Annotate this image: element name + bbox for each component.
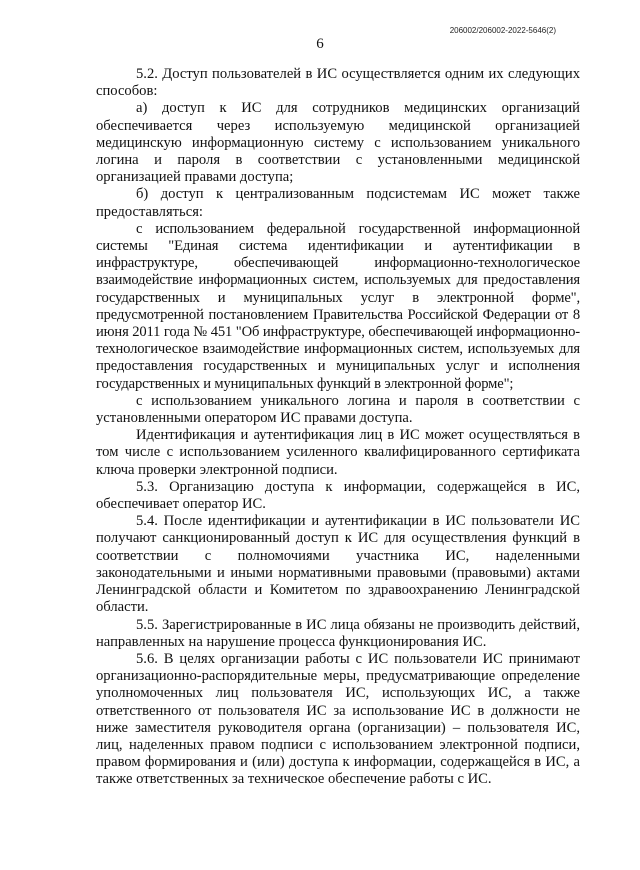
paragraph-5-3: 5.3. Организацию доступа к информации, содержащейся в ИС, обеспечивает оператор ИС. bbox=[96, 478, 580, 513]
page-number: 6 bbox=[316, 36, 324, 52]
paragraph-5-2-b: б) доступ к централизованным подсистемам ИС может также предоставляться: bbox=[96, 186, 580, 220]
paragraph-5-5: 5.5. Зарегистрированные в ИС лица обязаны не производить действий, направленных на нарушение процесса функционирования ИС. bbox=[96, 616, 580, 650]
paragraph-5-6: 5.6. В целях организации работы с ИС пользователи ИС принимают организационно-распорядительные меры, предусматривающие определение уполномоченных лиц пользователя ИС, использующих ИС, а также ответственного от пользователя ИС за использование ИС в должности не ниже заместителя руководителя органа (организации) – пользователя ИС, лиц, наделенных правом подписи с использованием электронной подписи, правом формирования и (или) доступа к информации, содержащейся в ИС, а также ответственных за техническое обеспечение работы с ИС. bbox=[96, 650, 580, 788]
paragraph-identification: Идентификация и аутентификация лиц в ИС может осуществляться в том числе с использованием усиленного квалифицированного сертификата ключа проверки электронной подписи. bbox=[96, 427, 580, 478]
paragraph-esia: с использованием федеральной государственной информационной системы "Единая система идентификации и аутентификации в инфраструктуре, обеспечивающей информационно-технологическое взаимодействие информационных систем, используемых для предоставления государственных и муниципальных услуг в электронной форме", предусмотренной постановлением Правительства Российской Федерации от 8 июня 2011 года № 451 "Об инфраструктуре, обеспечивающей информационно-технологическое взаимодействие информационных систем, используемых для предоставления государственных и муниципальных услуг и исполнения государственных и муниципальных функций в электронной форме"; bbox=[96, 220, 580, 392]
paragraph-5-2: 5.2. Доступ пользователей в ИС осуществляется одним их следующих способов: bbox=[96, 66, 580, 100]
document-body bbox=[96, 66, 580, 789]
paragraph-5-4: 5.4. После идентификации и аутентификации в ИС пользователи ИС получают санкционированный доступ к ИС для осуществления функций в соответствии с полномочиями участника ИС, наделенными законодательными и иными нормативными правовыми (правовыми) актами Ленинградской области и Комитетом по здравоохранению Ленинградской области. bbox=[96, 513, 580, 616]
paragraph-login-password: с использованием уникального логина и пароля в соответствии с установленными оператором ИС правами доступа. bbox=[96, 392, 580, 427]
document-id: 206002/206002-2022-5646(2) bbox=[449, 26, 556, 35]
paragraph-5-2-a: а) доступ к ИС для сотрудников медицинских организаций обеспечивается через используемую медицинской организацией медицинскую информационную систему с использованием уникального логина и пароля в соответствии с установленными медицинской организацией правами доступа; bbox=[96, 100, 580, 186]
